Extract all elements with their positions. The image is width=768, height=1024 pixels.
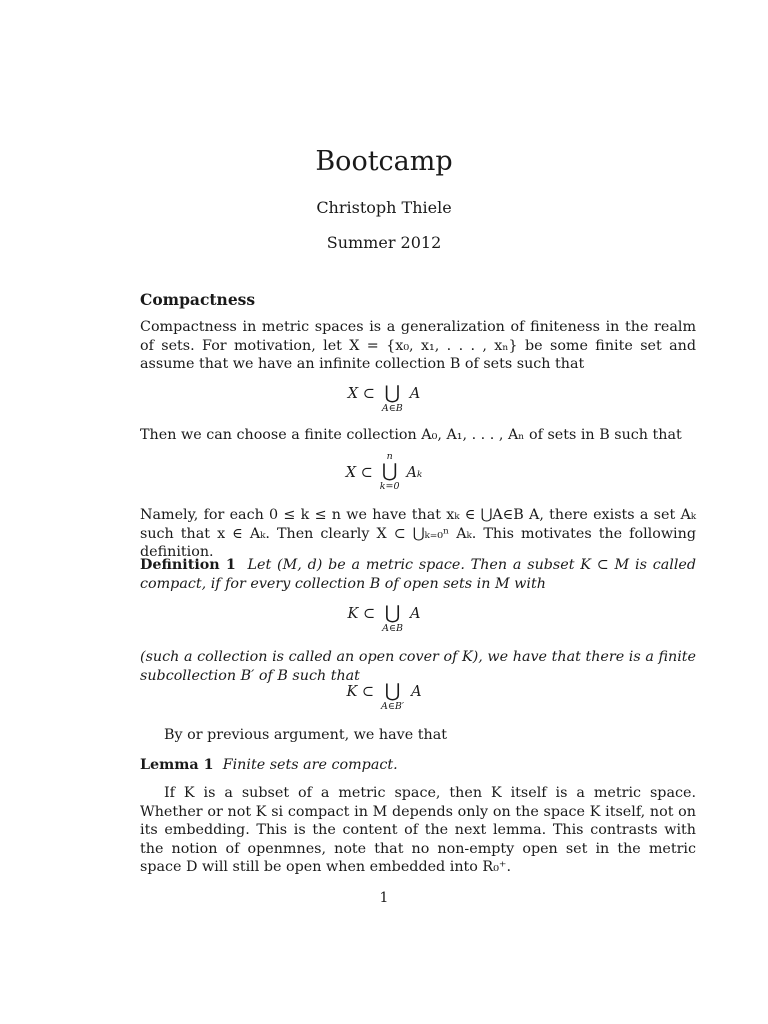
union-symbol: ⋃	[381, 460, 398, 482]
lemma-label: Lemma 1	[140, 757, 214, 773]
equation-1-lhs: X ⊂	[347, 386, 375, 402]
union-symbol: ⋃	[384, 680, 401, 702]
section-heading: Compactness	[140, 290, 256, 309]
equation-2-rhs: Aₖ	[406, 465, 423, 481]
equation-4-subscript: A∈B′	[381, 701, 405, 712]
equation-3-lhs: K ⊂	[347, 606, 376, 622]
definition-label: Definition 1	[140, 557, 236, 573]
paper-date: Summer 2012	[326, 233, 442, 252]
equation-2-lhs: X ⊂	[345, 465, 373, 481]
previous-paragraph: By or previous argument, we have that	[164, 727, 447, 743]
paper-title: Bootcamp	[315, 146, 453, 177]
equation-1	[0, 384, 768, 414]
equation-3-subscript: A∈B	[382, 623, 403, 634]
namely-paragraph: Namely, for each 0 ≤ k ≤ n we have that xₖ ∈ ⋃A∈B A, there exists a set Aₖ such that x ∈ Aₖ. Then clearly X ⊂ ⋃ₖ₌₀ⁿ Aₖ. This motivates the following definition.	[140, 507, 696, 560]
equation-1-rhs: A	[409, 386, 421, 402]
equation-1-union	[382, 384, 403, 414]
equation-4	[0, 682, 768, 712]
equation-2-subscript: k=0	[379, 481, 400, 492]
union-symbol: ⋃	[384, 602, 401, 624]
equation-4-lhs: K ⊂	[346, 684, 375, 700]
equation-2-superscript: n	[386, 451, 393, 462]
equation-3-rhs: A	[409, 606, 421, 622]
paper-author: Christoph Thiele	[316, 198, 452, 217]
equation-2	[0, 452, 768, 492]
lemma-block	[140, 756, 696, 775]
equation-1-subscript: A∈B	[381, 403, 403, 414]
equation-3	[0, 604, 768, 634]
equation-4-rhs: A	[411, 684, 422, 700]
equation-2-union	[380, 452, 400, 492]
definition-text: Let (M, d) be a metric space. Then a subset K ⊂ M is called compact, if for every collection B of open sets in M with	[140, 557, 697, 592]
final-paragraph: If K is a subset of a metric space, then K itself is a metric space. Whether or not K si compact in M depends only on the space K itself, not on its embedding. This is the content of the next lemma. This contrasts with the notion of openmnes, note that no non-empty open set in the metric space D will still be open when embedded into R₀⁺.	[140, 785, 696, 875]
union-symbol: ⋃	[384, 382, 401, 404]
lemma-text: Finite sets are compact.	[222, 757, 398, 773]
definition-block	[140, 556, 696, 593]
page-number: 1	[379, 890, 389, 906]
equation-3-union	[382, 604, 403, 634]
equation-4-union	[381, 682, 404, 712]
then-paragraph: Then we can choose a finite collection A₀, A₁, . . . , Aₙ of sets in B such that	[140, 427, 682, 443]
cover-paragraph: (such a collection is called an open cover of K), we have that there is a finite subcollection B′ of B such that	[140, 649, 696, 684]
intro-paragraph: Compactness in metric spaces is a generalization of finiteness in the realm of sets. For motivation, let X = {x₀, x₁, . . . , xₙ} be some finite set and assume that we have an infinite collection B of sets such that	[140, 319, 696, 372]
